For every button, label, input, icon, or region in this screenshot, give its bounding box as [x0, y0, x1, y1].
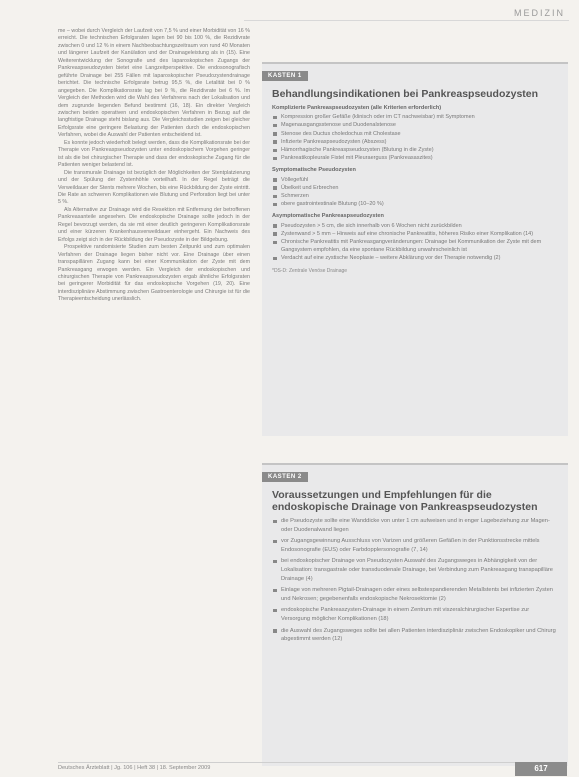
box-label: KASTEN 1 — [262, 71, 308, 81]
bullet-item: Pseudozysten > 5 cm, die sich innerhalb von 6 Wochen nicht zurückbilden — [272, 222, 558, 230]
bullet-item: Völlegefühl — [272, 176, 558, 184]
bullet-item: Kompression großer Gefäße (klinisch oder im CT nachweisbar) mit Symptomen — [272, 113, 558, 121]
header-rule — [244, 20, 569, 21]
bullet-item: Übelkeit und Erbrechen — [272, 184, 558, 192]
info-box-2 — [262, 463, 568, 766]
page-number: 617 — [515, 762, 567, 776]
bullet-list — [272, 222, 558, 263]
box-group-heading: Komplizierte Pankreaspseudozysten (alle Kriterien erforderlich) — [272, 105, 442, 111]
bullet-item: Stenose des Ductus choledochus mit Cholestase — [272, 130, 558, 138]
article-paragraph: Die transmurale Drainage ist bezüglich der Möglichkeiten der Stentplatzierung und der Spülung der Zystenhöhle vorteilhaft. In der Regel beträgt die Verweildauer der Stents mehrere Wochen, bis eine Rückbildung der Zyste eintritt. Die Rate an schweren Komplikationen wie Blutung und Perforation liegt bei unter 5 %. — [58, 169, 250, 206]
bullet-list — [272, 113, 558, 162]
bullet-item: Zystenwand > 5 mm – Hinweis auf eine chronische Pankreatitis, höheres Risiko einer Komplikation (14) — [272, 230, 558, 238]
article-paragraph: me – wobei durch Vergleich der Laufzeit von 7,5 % und einer Morbidität von 16 % erreicht. Die technischen Erfolgsraten lagen bei 90 bis 100 %, die Rezidivrate zwischen 0 und 12 % in einem Nachbeobachtungszeitraum von rund 40 Monaten und längerer Laufzeit der Kanülation und der Drainageleistung als in (15). Eine Weiterentwicklung der Sonografie und des laparoskopischen Zugangs der Pankreaspseudozysten bietet eine Langzeitperspektive. Die endosonografisch geführte Drainage bei 255 Fällen mit laparoskopischer Pseudozystendrainage berichtet. Die technische Erfolgsrate betrug 95,5 %, die Letalität bei 0 % angegeben. Die Komplikationsrate lag bei 9 %, die Rezidivrate bei 6 %. Im Vergleich der Methoden wird die Wahl des Verfahrens nach der Lokalisation und dem zugrunde liegenden Befund bestimmt (16, 18). Ein direkter Vergleich zwischen beiden operativen und endoskopischen Verfahren in Bezug auf die langfristige Drainage steht bislang aus. Die Vergleichsstudien zeigen bei gleicher Erfolgsrate eine geringere Belastung der Patienten durch die endoskopischen Verfahren, wobei die Auswahl der Patienten entscheidend ist. — [58, 28, 250, 139]
article-paragraph: Prospektive randomisierte Studien zum besten Zeitpunkt und zum optimalen Verfahren der Drainage liegen bisher nicht vor. Eine Drainage über einen transpapillären Zugang kann bei einer Kommunikation der Zyste mit dem Pankreasgang erwogen werden. Ein Vergleich der endoskopischen und chirurgischen Therapie von Pankreaspseudozysten ergab ähnliche Erfolgsraten bei geringerer Morbidität für das endoskopische Vorgehen (19, 20). Eine interdisziplinäre Abstimmung zwischen Gastroenterologie und Chirurgie ist für die Therapieentscheidung unerlässlich. — [58, 244, 250, 303]
box-group-heading: Asymptomatische Pankreaspseudozysten — [272, 213, 384, 220]
bullet-item: Schmerzen — [272, 192, 558, 200]
bullet-item: Pankreatikopleurale Fistel mit Pleuraerguss (Pankreasaszites) — [272, 154, 558, 162]
article-text-column — [58, 28, 250, 728]
box-label: KASTEN 2 — [262, 472, 308, 482]
article-paragraph: Es konnte jedoch wiederholt belegt werden, dass die Komplikationsrate bei der Therapie von Pankreaspseudozysten unter endoskopischem Vorgehen geringer ist als die bei chirurgischer Therapie und dass der endoskopische Zugang für die Patienten weniger belastend ist. — [58, 139, 250, 169]
bullet-item: Magenausgangsstenose und Duodenalstenose — [272, 121, 558, 129]
bullet-item: Chronische Pankreatitis mit Pankreasgangveränderungen: Drainage bei Kommunikation der Zyste mit dem Gangsystem empfohlen, da eine spontane Rückbildung unwahrscheinlich ist — [272, 238, 558, 254]
footer-rule — [58, 762, 567, 763]
box-body — [272, 104, 558, 263]
bullet-item: die Pseudozyste sollte eine Wanddicke von unter 1 cm aufweisen und in enger Lagebeziehung zur Magen- oder Duodenalwand liegen — [272, 517, 558, 534]
article-paragraph: Als Alternative zur Drainage wird die Resektion mit Entfernung der betroffenen Pankreasanteile angesehen. Die endoskopische Drainage sollte jedoch in der Regel bevorzugt werden, da sie mit einer deutlich geringeren Komplikationsrate und einer kürzeren Krankenhausverweildauer einhergeht. Ein Nachweis des Erfolgs zeigt sich in der Rückbildung der Pseudozyste in der Bildgebung. — [58, 206, 250, 243]
bullet-item: die Auswahl des Zugangsweges sollte bei allen Patienten interdisziplinär zwischen Endoskopiker und Chirurg abgestimmt werden (12) — [272, 627, 558, 644]
box-body — [272, 517, 558, 644]
bullet-item: vor Zugangsgewinnung Ausschluss von Varizen und größeren Gefäßen in der Punktionsstrecke mittels Endosonografie (EUS) oder Farbdopplersonografie (7, 14) — [272, 537, 558, 554]
bullet-list — [272, 176, 558, 209]
box-group-heading: Symptomatische Pseudozysten — [272, 167, 356, 174]
bullet-item: obere gastrointestinale Blutung (10–20 %) — [272, 200, 558, 208]
bullet-item: Hämorrhagische Pankreaspseudozysten (Blutung in die Zyste) — [272, 146, 558, 154]
box-title: Voraussetzungen und Empfehlungen für die endoskopische Drainage von Pankreaspseudozysten — [272, 489, 538, 513]
bullet-list — [272, 517, 558, 644]
bullet-item: Einlage von mehreren Pigtail-Drainagen oder eines selbstexpandierenden Metallstents bei infizierten Zysten und Nekrosen; gegebenenfalls endoskopische Nekrosektomie (2) — [272, 586, 558, 603]
bullet-item: endoskopische Pankreaszysten-Drainage in einem Zentrum mit viszeralchirurgischer Expertise zur Versorgung möglicher Komplikationen (18) — [272, 606, 558, 623]
box-title: Behandlungsindikationen bei Pankreaspseudozysten — [272, 88, 539, 100]
bullet-item: Verdacht auf eine zystische Neoplasie – weitere Abklärung vor der Therapie notwendig (2) — [272, 254, 558, 262]
bullet-item: Infizierte Pankreaspseudozysten (Abszess) — [272, 138, 558, 146]
journal-citation: Deutsches Ärzteblatt | Jg. 106 | Heft 38 | 18. September 2009 — [58, 765, 211, 771]
bullet-item: bei endoskopischer Drainage von Pseudozysten Auswahl des Zugangsweges in Abhängigkeit von der Lokalisation: transgastrale oder transduodenale Drainage, bei Verbindung zum Pankreasgang transpapilläre Drainage (4) — [272, 557, 558, 583]
box-footnote: *DS-D: Zentrale Venöse Drainage — [272, 267, 348, 274]
info-box-1 — [262, 62, 568, 436]
running-head: MEDIZIN — [514, 8, 565, 18]
